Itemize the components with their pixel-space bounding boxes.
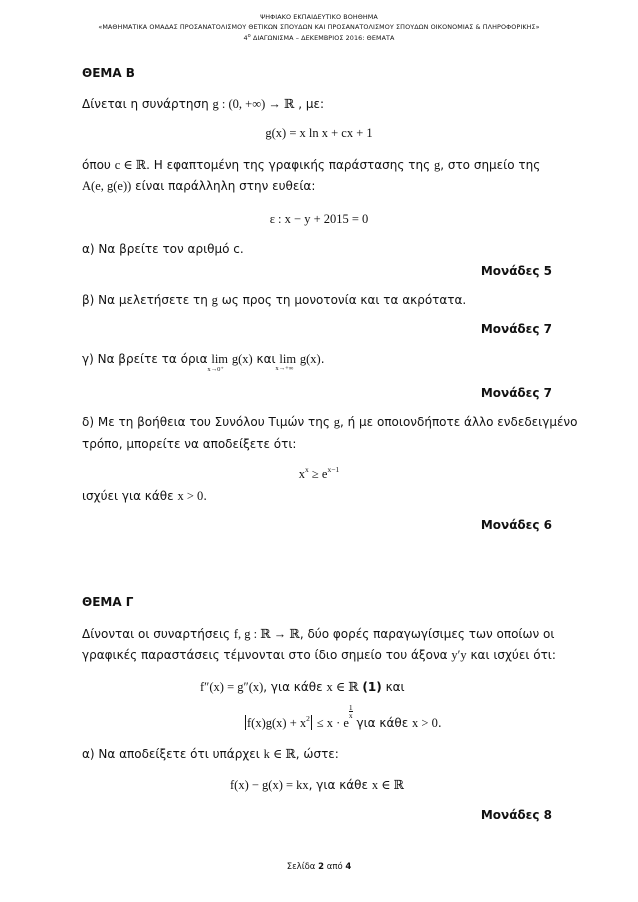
- thema-b-question-b: [82, 293, 466, 308]
- thema-b-where-g: g: [433, 158, 441, 172]
- thema-b-holds-text: ισχύει για κάθε: [82, 489, 174, 503]
- thema-g-question-a-end: , ώστε:: [295, 747, 339, 761]
- thema-b-question-a-points: Μονάδες 5: [480, 264, 552, 278]
- thema-b-inequality-mid: ≥ e: [308, 467, 328, 481]
- thema-b-holds: [82, 489, 207, 504]
- thema-b-limit-2: [275, 352, 297, 372]
- thema-b-question-d-text: δ) Με τη βοήθεια του Συνόλου Τιμών της: [82, 415, 330, 429]
- thema-b-point: [82, 179, 315, 194]
- thema-b-point-math: A(e, g(e)): [82, 179, 132, 193]
- thema-b-question-c-and: και: [256, 352, 276, 366]
- header-line-3-num: 4: [243, 34, 248, 43]
- footer-text: Σελίδα: [286, 862, 316, 872]
- header-line-3-sup: ο: [247, 33, 251, 39]
- thema-b-intro-math: g : (0, +∞) → ℝ: [212, 97, 295, 111]
- thema-g-question-a-eq-text: , για κάθε: [308, 778, 368, 792]
- thema-b-limit-1: [207, 352, 229, 373]
- thema-b-holds-math: x > 0: [177, 489, 204, 503]
- thema-b-where: [82, 157, 540, 173]
- thema-g-equation-1-label: (1): [362, 680, 382, 694]
- thema-b-where-text: όπου: [82, 158, 111, 172]
- thema-b-question-c-text: γ) Να βρείτε τα όρια: [82, 352, 208, 366]
- thema-g-intro: [82, 626, 554, 642]
- thema-b-question-d-points: Μονάδες 6: [480, 518, 552, 532]
- thema-b-formula: g(x) = x ln x + cx + 1: [265, 126, 373, 140]
- thema-g-intro-text: Δίνονται οι συναρτήσεις: [82, 627, 231, 641]
- thema-b-line-equation: ε : x − y + 2015 = 0: [269, 212, 369, 226]
- thema-g-equation-2-lhs: [244, 716, 313, 730]
- thema-g-equation-2-end: .: [437, 716, 442, 730]
- footer-page: 2: [318, 862, 325, 872]
- thema-b-limit-1-op: lim: [211, 352, 229, 366]
- thema-g-equation-2-rhs: ≤ x · e: [316, 716, 349, 730]
- thema-b-question-d-rest: , ή με οποιονδήποτε άλλο ενδεδειγμένο: [340, 415, 578, 429]
- thema-g-title: ΘΕΜΑ Γ: [82, 595, 134, 609]
- thema-g-equation-2-inner: f(x)g(x) + x: [247, 716, 307, 730]
- thema-b-where-math: c ∈ ℝ: [114, 158, 147, 172]
- thema-b-limit-2-op: lim: [279, 352, 297, 366]
- footer-of: από: [326, 862, 343, 872]
- thema-g-intro-math: f, g : ℝ → ℝ: [233, 627, 300, 641]
- thema-b-question-d: [82, 415, 577, 430]
- header-line-3: [0, 33, 638, 42]
- thema-b-inequality-exp: x: [305, 465, 309, 474]
- thema-b-question-d-line-2: τρόπο, μπορείτε να αποδείξετε ότι:: [82, 437, 297, 451]
- thema-b-question-b-points: Μονάδες 7: [480, 322, 552, 336]
- thema-g-intro-rest: , δύο φορές παραγωγίσιμες των οποίων οι: [299, 627, 555, 641]
- thema-b-question-c-points: Μονάδες 7: [480, 386, 552, 400]
- thema-b-question-b-g: g: [211, 293, 218, 307]
- thema-b-limit-2-sub: x→+∞: [275, 365, 294, 372]
- thema-g-equation-2-frac-den: x: [348, 711, 353, 720]
- thema-g-question-a-equation: [230, 777, 404, 793]
- thema-b-limit-1-func: g(x): [231, 352, 253, 366]
- thema-g-equation-2-square: 2: [306, 714, 310, 723]
- thema-g-equation-1-domain: x ∈ ℝ: [326, 680, 359, 694]
- thema-g-equation-1-text: , για κάθε: [263, 680, 323, 694]
- thema-g-equation-2-text: για κάθε: [356, 716, 409, 730]
- thema-g-question-a-math: k ∈ ℝ: [263, 747, 296, 761]
- thema-b-where-rest: . Η εφαπτομένη της γραφικής παράστασης της: [146, 158, 431, 172]
- thema-g-line-2: [82, 648, 556, 663]
- thema-b-intro-end: , με:: [298, 97, 325, 111]
- thema-b-question-b-rest: ως προς τη μονοτονία και τα ακρότατα.: [221, 293, 467, 307]
- thema-b-question-c-end: .: [320, 352, 325, 366]
- thema-b-point-rest: είναι παράλληλη στην ευθεία:: [135, 179, 316, 193]
- abs-bar-left: [245, 715, 246, 730]
- thema-g-equation-1-end: και: [385, 680, 405, 694]
- footer-total: 4: [345, 862, 352, 872]
- thema-g-question-a-eq-domain: x ∈ ℝ: [371, 778, 404, 792]
- thema-g-line-2-end: και ισχύει ότι:: [470, 648, 556, 662]
- thema-b-question-c: [82, 352, 325, 373]
- thema-g-equation-2-exponent: [349, 704, 353, 719]
- thema-g-equation-2: [244, 703, 442, 731]
- header-line-2: «ΜΑΘΗΜΑΤΙΚΑ ΟΜΑΔΑΣ ΠΡΟΣΑΝΑΤΟΛΙΣΜΟΥ ΘΕΤΙΚΩΝ ΣΠΟΥΔΩΝ ΚΑΙ ΠΡΟΣΑΝΑΤΟΛΙΣΜΟΥ ΣΠΟΥΔΩΝ ΟΙΚΟΝΟΜΙΑΣ & ΠΛΗΡΟΦΟΡΙΚΗΣ»: [98, 23, 540, 31]
- thema-g-equation-2-domain: x > 0: [412, 716, 438, 730]
- thema-g-equation-2-frac-num: 1: [348, 703, 353, 712]
- thema-g-equation-1-math: f″(x) = g″(x): [200, 680, 264, 694]
- thema-b-title: ΘΕΜΑ Β: [82, 66, 135, 80]
- thema-g-line-2-text: γραφικές παραστάσεις τέμνονται στο ίδιο σημείο του άξονα: [82, 648, 448, 662]
- thema-g-equation-1: [200, 679, 405, 695]
- thema-b-question-d-g: g: [333, 415, 340, 429]
- thema-b-intro: [82, 96, 324, 112]
- page-footer: [0, 862, 638, 872]
- thema-b-limit-2-func: g(x): [299, 352, 321, 366]
- thema-g-question-a-text: α) Να αποδείξετε ότι υπάρχει: [82, 747, 260, 761]
- thema-b-inequality-base: x: [298, 467, 306, 481]
- thema-b-question-a: α) Να βρείτε τον αριθμό c.: [82, 242, 244, 256]
- thema-b-intro-text: Δίνεται η συνάρτηση: [82, 97, 209, 111]
- header-line-1: ΨΗΦΙΑΚΟ ΕΚΠΑΙΔΕΥΤΙΚΟ ΒΟΗΘΗΜΑ: [260, 13, 378, 21]
- thema-b-question-b-text: β) Να μελετήσετε τη: [82, 293, 208, 307]
- thema-b-where-end: , στο σημείο της: [440, 158, 541, 172]
- thema-g-line-2-axis: y′y: [451, 648, 467, 662]
- thema-b-holds-end: .: [203, 489, 208, 503]
- abs-bar-right: [311, 715, 312, 730]
- thema-b-inequality: [0, 465, 638, 482]
- thema-g-question-a-points: Μονάδες 8: [480, 808, 552, 822]
- thema-g-question-a-eq: f(x) − g(x) = kx: [230, 778, 309, 792]
- thema-g-question-a: [82, 746, 339, 762]
- header-line-3-text: ΔΙΑΓΩΝΙΣΜΑ – ΔΕΚΕΜΒΡΙΟΣ 2016: ΘΕΜΑΤΑ: [250, 34, 395, 43]
- thema-b-inequality-exp-2: x−1: [327, 465, 340, 474]
- thema-b-limit-1-sub: x→0⁺: [207, 366, 224, 373]
